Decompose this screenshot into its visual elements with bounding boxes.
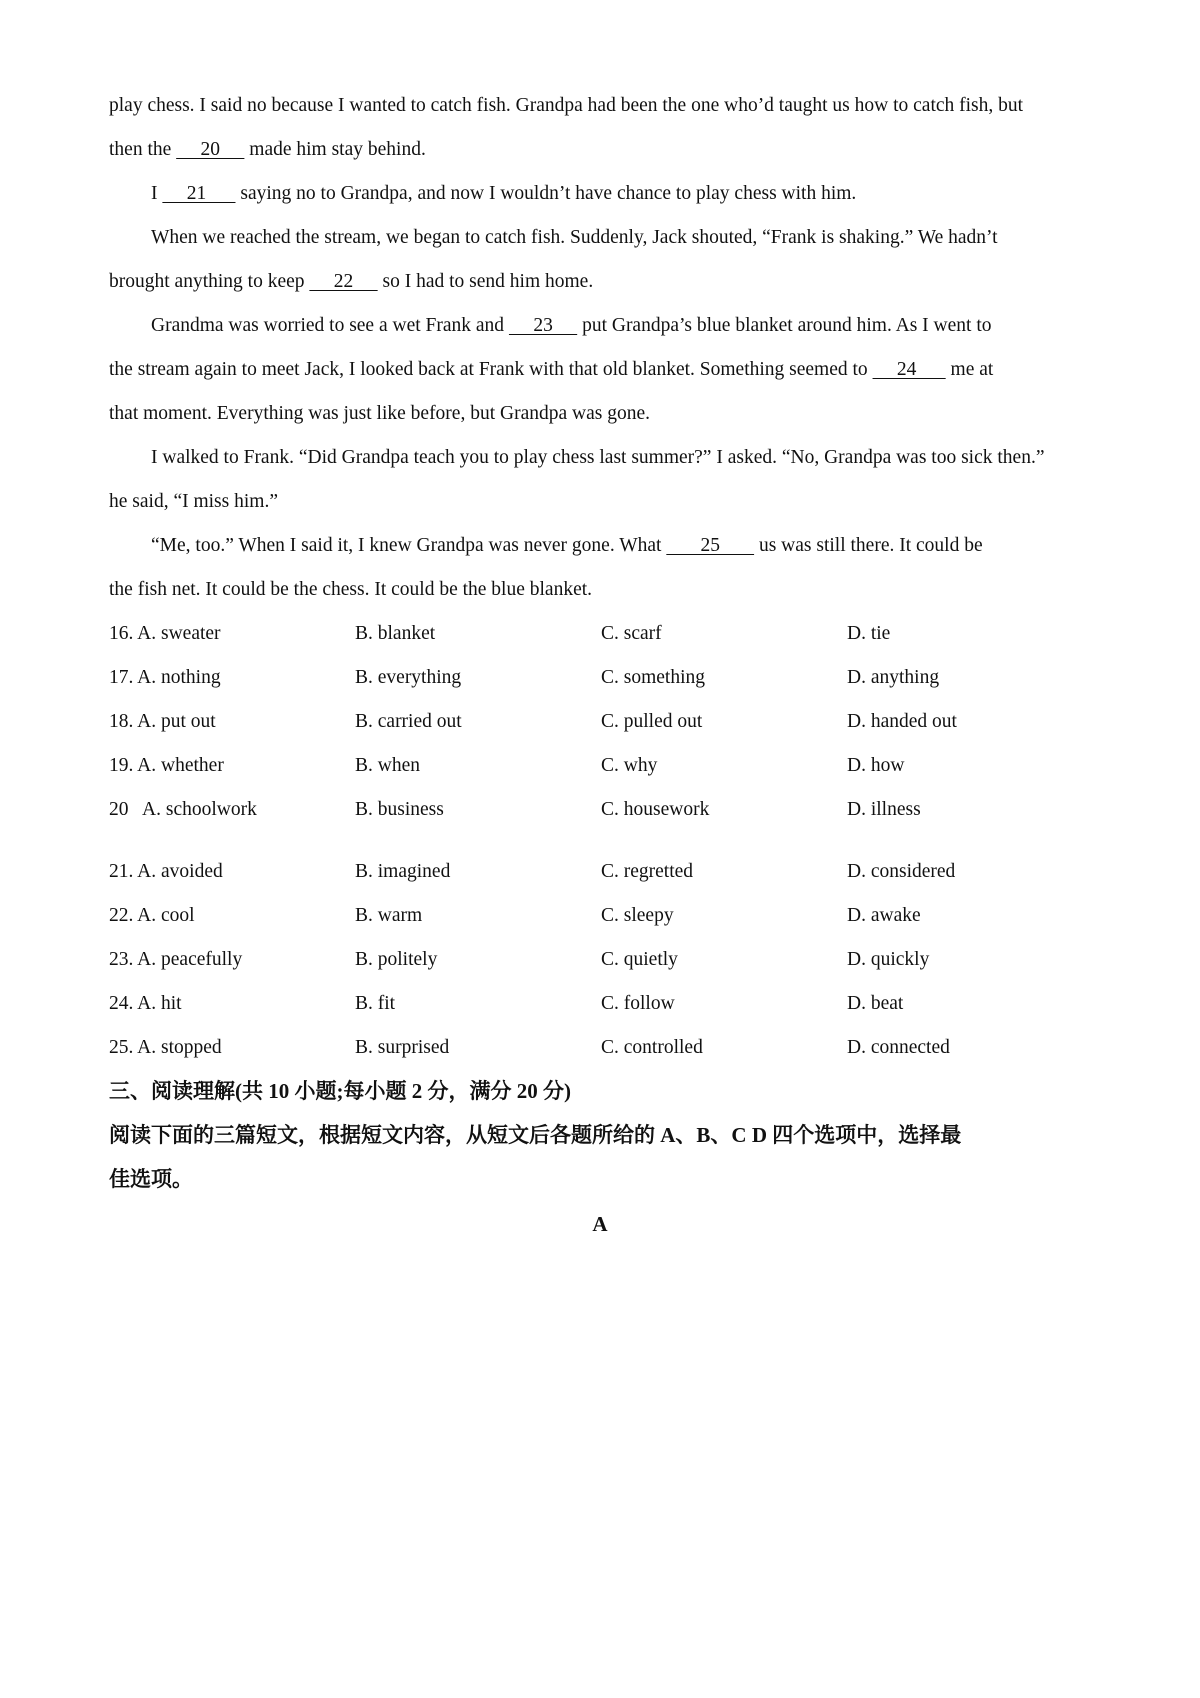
option-16-b: B. blanket	[355, 623, 436, 644]
option-25-b: B. surprised	[355, 1037, 450, 1058]
option-25-a: 25. A. stopped	[109, 1037, 222, 1058]
option-20-a: 20 A. schoolwork	[109, 799, 257, 820]
option-20-c: C. housework	[601, 799, 710, 820]
option-22-b: B. warm	[355, 905, 423, 926]
passage-line: I walked to Frank. “Did Grandpa teach you to play chess last summer?” I asked. “No, Grandpa was too sick then.”	[151, 447, 1045, 468]
option-21-d: D. considered	[847, 861, 956, 882]
passage-line: I 21 saying no to Grandpa, and now I wouldn’t have chance to play chess with him.	[151, 183, 857, 204]
option-23-c: C. quietly	[601, 949, 678, 970]
option-17-d: D. anything	[847, 667, 940, 688]
option-25-c: C. controlled	[601, 1037, 703, 1058]
option-19-b: B. when	[355, 755, 420, 776]
option-16-a: 16. A. sweater	[109, 623, 221, 644]
option-24-d: D. beat	[847, 993, 904, 1014]
option-23-b: B. politely	[355, 949, 438, 970]
section-instruction: 阅读下面的三篇短文，根据短文内容，从短文后各题所给的 A、B、C D 四个选项中，选择最	[109, 1123, 962, 1147]
option-21-b: B. imagined	[355, 861, 451, 882]
part-heading: A	[592, 1212, 608, 1236]
blank-24: 24	[872, 359, 946, 380]
option-24-c: C. follow	[601, 993, 675, 1014]
option-18-b: B. carried out	[355, 711, 462, 732]
option-17-a: 17. A. nothing	[109, 667, 221, 688]
passage-line: he said, “I miss him.”	[109, 491, 278, 512]
blank-22: 22	[309, 271, 378, 292]
option-18-c: C. pulled out	[601, 711, 703, 732]
option-25-d: D. connected	[847, 1037, 950, 1058]
passage-line: play chess. I said no because I wanted to catch fish. Grandpa had been the one who’d taught us how to catch fish, but	[109, 95, 1024, 116]
option-22-c: C. sleepy	[601, 905, 674, 926]
option-24-a: 24. A. hit	[109, 993, 182, 1014]
passage-line: “Me, too.” When I said it, I knew Grandpa was never gone. What 25 us was still there. It could be	[151, 535, 983, 556]
option-19-c: C. why	[601, 755, 658, 776]
blank-20: 20	[176, 139, 245, 160]
passage-line: the fish net. It could be the chess. It could be the blue blanket.	[109, 579, 593, 600]
section-title: 三、阅读理解(共 10 小题;每小题 2 分，满分 20 分)	[109, 1079, 571, 1103]
option-18-d: D. handed out	[847, 711, 957, 732]
passage-line: brought anything to keep 22 so I had to send him home.	[109, 271, 594, 292]
option-17-c: C. something	[601, 667, 706, 688]
blank-21: 21	[162, 183, 236, 204]
option-23-d: D. quickly	[847, 949, 930, 970]
option-22-a: 22. A. cool	[109, 905, 195, 926]
passage-line: then the 20 made him stay behind.	[109, 139, 426, 160]
option-21-c: C. regretted	[601, 861, 694, 882]
passage-line: that moment. Everything was just like before, but Grandpa was gone.	[109, 403, 650, 424]
option-20-b: B. business	[355, 799, 444, 820]
option-24-b: B. fit	[355, 993, 396, 1014]
option-16-d: D. tie	[847, 623, 891, 644]
option-16-c: C. scarf	[601, 623, 662, 644]
option-18-a: 18. A. put out	[109, 711, 216, 732]
option-17-b: B. everything	[355, 667, 462, 688]
passage-line: When we reached the stream, we began to catch fish. Suddenly, Jack shouted, “Frank is shaking.” We hadn’t	[151, 227, 998, 248]
option-19-d: D. how	[847, 755, 905, 776]
blank-25: 25	[666, 535, 755, 556]
option-22-d: D. awake	[847, 905, 921, 926]
passage-line: the stream again to meet Jack, I looked back at Frank with that old blanket. Something seemed to 24 me at	[109, 359, 994, 380]
option-23-a: 23. A. peacefully	[109, 949, 243, 970]
section-instruction: 佳选项。	[109, 1167, 193, 1191]
option-21-a: 21. A. avoided	[109, 861, 223, 882]
blank-23: 23	[508, 315, 578, 336]
passage-line: Grandma was worried to see a wet Frank and 23 put Grandpa’s blue blanket around him. As I went to	[151, 315, 992, 336]
option-19-a: 19. A. whether	[109, 755, 224, 776]
option-20-d: D. illness	[847, 799, 921, 820]
